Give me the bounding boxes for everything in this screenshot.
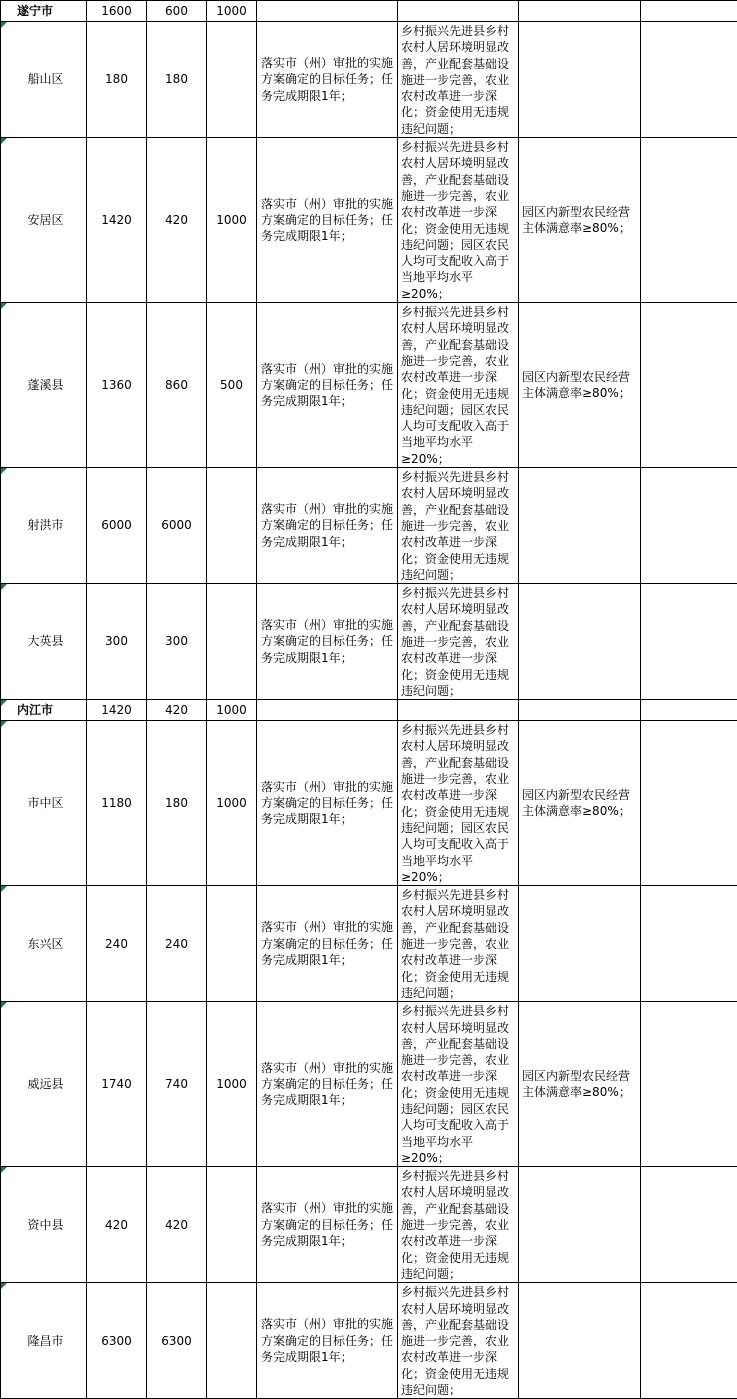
county-row[interactable] [1, 584, 737, 700]
satisfaction-cell[interactable] [519, 886, 641, 1002]
standard-cell[interactable]: 乡村振兴先进县乡村农村人居环境明显改善，产业配套基础设施进一步完善，农业农村改革进一步深化；资金使用无违规违纪问题；园区农民人均可支配收入高于当地平均水平≥20%； [398, 138, 519, 303]
funds-a-cell[interactable]: 180 [147, 721, 207, 886]
satisfaction-cell[interactable]: 园区内新型农民经营主体满意率≥80%； [519, 1002, 641, 1167]
region-name: 船山区 [27, 72, 63, 86]
standard-cell[interactable]: 乡村振兴先进县乡村农村人居环境明显改善，产业配套基础设施进一步完善，农业农村改革进一步深化；资金使用无违规违纪问题； [398, 584, 519, 700]
funds-a-cell[interactable]: 6300 [147, 1283, 207, 1399]
region-name-cell[interactable] [1, 468, 87, 584]
region-name: 射洪市 [27, 518, 63, 532]
task-cell[interactable]: 落实市（州）审批的实施方案确定的目标任务；任务完成期限1年； [257, 1002, 398, 1167]
funds-a-cell[interactable]: 420 [147, 700, 207, 721]
region-name-cell[interactable] [1, 1283, 87, 1399]
standard-cell[interactable]: 乡村振兴先进县乡村农村人居环境明显改善，产业配套基础设施进一步完善，农业农村改革进一步深化；资金使用无违规违纪问题； [398, 1283, 519, 1399]
task-cell[interactable]: 落实市（州）审批的实施方案确定的目标任务；任务完成期限1年； [257, 1167, 398, 1283]
county-row[interactable] [1, 303, 737, 468]
region-name: 市中区 [27, 796, 63, 810]
funds-a-cell[interactable]: 420 [147, 138, 207, 303]
county-row[interactable] [1, 1167, 737, 1283]
standard-cell[interactable]: 乡村振兴先进县乡村农村人居环境明显改善，产业配套基础设施进一步完善，农业农村改革进一步深化；资金使用无违规违纪问题；园区农民人均可支配收入高于当地平均水平≥20%； [398, 1002, 519, 1167]
standard-cell[interactable]: 乡村振兴先进县乡村农村人居环境明显改善，产业配套基础设施进一步完善，农业农村改革进一步深化；资金使用无违规违纪问题； [398, 22, 519, 138]
city-row[interactable] [1, 1, 737, 22]
funds-b-cell[interactable]: 1000 [207, 1002, 257, 1167]
empty-cell[interactable] [641, 303, 737, 468]
region-name-cell[interactable] [1, 886, 87, 1002]
funds-a-cell[interactable]: 740 [147, 1002, 207, 1167]
region-name-cell[interactable] [1, 22, 87, 138]
task-cell[interactable]: 落实市（州）审批的实施方案确定的目标任务；任务完成期限1年； [257, 721, 398, 886]
region-name-cell[interactable] [1, 721, 87, 886]
comment-marker-icon [1, 22, 7, 28]
standard-cell[interactable]: 乡村振兴先进县乡村农村人居环境明显改善，产业配套基础设施进一步完善，农业农村改革进一步深化；资金使用无违规违纪问题； [398, 468, 519, 584]
empty-cell[interactable] [641, 468, 737, 584]
funds-a-cell[interactable]: 180 [147, 22, 207, 138]
region-name-cell[interactable] [1, 138, 87, 303]
funds-a-cell[interactable]: 300 [147, 584, 207, 700]
task-cell[interactable]: 落实市（州）审批的实施方案确定的目标任务；任务完成期限1年； [257, 22, 398, 138]
county-row[interactable] [1, 1283, 737, 1399]
satisfaction-cell[interactable] [519, 1167, 641, 1283]
total-funds-cell[interactable]: 6300 [87, 1283, 147, 1399]
county-row[interactable] [1, 138, 737, 303]
funds-b-cell[interactable]: 1000 [207, 721, 257, 886]
comment-marker-icon [1, 1002, 7, 1008]
total-funds-cell[interactable]: 240 [87, 886, 147, 1002]
task-cell[interactable]: 落实市（州）审批的实施方案确定的目标任务；任务完成期限1年； [257, 468, 398, 584]
total-funds-cell[interactable]: 420 [87, 1167, 147, 1283]
task-cell[interactable] [257, 700, 398, 721]
funds-b-cell[interactable] [207, 468, 257, 584]
task-cell[interactable] [257, 1, 398, 22]
total-funds-cell[interactable]: 6000 [87, 468, 147, 584]
funds-b-cell[interactable]: 1000 [207, 1, 257, 22]
comment-marker-icon [1, 700, 7, 706]
total-funds-cell[interactable]: 300 [87, 584, 147, 700]
county-row[interactable] [1, 468, 737, 584]
region-name: 安居区 [27, 213, 63, 227]
empty-cell[interactable] [641, 1, 737, 22]
region-name: 威远县 [27, 1077, 63, 1091]
funds-b-cell[interactable]: 1000 [207, 138, 257, 303]
funds-a-cell[interactable]: 6000 [147, 468, 207, 584]
region-name: 大英县 [27, 634, 63, 648]
task-cell[interactable]: 落实市（州）审批的实施方案确定的目标任务；任务完成期限1年； [257, 1283, 398, 1399]
region-name-cell[interactable] [1, 1167, 87, 1283]
funds-b-cell[interactable] [207, 1283, 257, 1399]
total-funds-cell[interactable]: 1740 [87, 1002, 147, 1167]
region-name: 内江市 [17, 703, 53, 717]
comment-marker-icon [1, 1167, 7, 1173]
satisfaction-cell[interactable] [519, 1, 641, 22]
satisfaction-cell[interactable]: 园区内新型农民经营主体满意率≥80%； [519, 303, 641, 468]
standard-cell[interactable] [398, 1, 519, 22]
standard-cell[interactable]: 乡村振兴先进县乡村农村人居环境明显改善，产业配套基础设施进一步完善，农业农村改革进一步深化；资金使用无违规违纪问题； [398, 886, 519, 1002]
satisfaction-cell[interactable] [519, 1283, 641, 1399]
standard-cell[interactable]: 乡村振兴先进县乡村农村人居环境明显改善，产业配套基础设施进一步完善，农业农村改革进一步深化；资金使用无违规违纪问题； [398, 1167, 519, 1283]
empty-cell[interactable] [641, 1283, 737, 1399]
region-name: 东兴区 [27, 937, 63, 951]
task-cell[interactable]: 落实市（州）审批的实施方案确定的目标任务；任务完成期限1年； [257, 303, 398, 468]
task-cell[interactable]: 落实市（州）审批的实施方案确定的目标任务；任务完成期限1年； [257, 886, 398, 1002]
satisfaction-cell[interactable] [519, 700, 641, 721]
funds-a-cell[interactable]: 600 [147, 1, 207, 22]
standard-cell[interactable] [398, 700, 519, 721]
empty-cell[interactable] [641, 721, 737, 886]
empty-cell[interactable] [641, 138, 737, 303]
empty-cell[interactable] [641, 700, 737, 721]
region-name: 隆昌市 [27, 1334, 63, 1348]
funds-a-cell[interactable]: 240 [147, 886, 207, 1002]
funds-b-cell[interactable] [207, 886, 257, 1002]
total-funds-cell[interactable]: 180 [87, 22, 147, 138]
funds-b-cell[interactable] [207, 1167, 257, 1283]
region-name-cell[interactable]: 遂宁市 [1, 1, 87, 22]
region-name: 资中县 [27, 1218, 63, 1232]
standard-cell[interactable]: 乡村振兴先进县乡村农村人居环境明显改善，产业配套基础设施进一步完善，农业农村改革进一步深化；资金使用无违规违纪问题；园区农民人均可支配收入高于当地平均水平≥20%； [398, 303, 519, 468]
region-name-cell[interactable] [1, 303, 87, 468]
county-row[interactable] [1, 22, 737, 138]
comment-marker-icon [1, 721, 7, 727]
county-row[interactable] [1, 886, 737, 1002]
comment-marker-icon [1, 303, 7, 309]
satisfaction-cell[interactable] [519, 468, 641, 584]
total-funds-cell[interactable]: 1420 [87, 700, 147, 721]
comment-marker-icon [1, 1283, 7, 1289]
empty-cell[interactable] [641, 1002, 737, 1167]
total-funds-cell[interactable]: 1420 [87, 138, 147, 303]
city-row[interactable] [1, 700, 737, 721]
county-row[interactable] [1, 1002, 737, 1167]
task-cell[interactable]: 落实市（州）审批的实施方案确定的目标任务；任务完成期限1年； [257, 138, 398, 303]
satisfaction-cell[interactable]: 园区内新型农民经营主体满意率≥80%； [519, 721, 641, 886]
region-name: 蓬溪县 [27, 378, 63, 392]
comment-marker-icon [1, 886, 7, 892]
empty-cell[interactable] [641, 886, 737, 1002]
comment-marker-icon [1, 584, 7, 590]
empty-cell[interactable] [641, 1167, 737, 1283]
standard-cell[interactable]: 乡村振兴先进县乡村农村人居环境明显改善，产业配套基础设施进一步完善，农业农村改革进一步深化；资金使用无违规违纪问题；园区农民人均可支配收入高于当地平均水平≥20%； [398, 721, 519, 886]
total-funds-cell[interactable]: 1180 [87, 721, 147, 886]
funds-b-cell[interactable] [207, 584, 257, 700]
region-name-cell[interactable] [1, 700, 87, 721]
comment-marker-icon [1, 468, 7, 474]
funds-b-cell[interactable]: 500 [207, 303, 257, 468]
region-name-cell[interactable] [1, 584, 87, 700]
satisfaction-cell[interactable] [519, 22, 641, 138]
comment-marker-icon [1, 138, 7, 144]
empty-cell[interactable] [641, 22, 737, 138]
funds-a-cell[interactable]: 420 [147, 1167, 207, 1283]
funds-b-cell[interactable]: 1000 [207, 700, 257, 721]
task-cell[interactable]: 落实市（州）审批的实施方案确定的目标任务；任务完成期限1年； [257, 584, 398, 700]
satisfaction-cell[interactable] [519, 584, 641, 700]
empty-cell[interactable] [641, 584, 737, 700]
total-funds-cell[interactable]: 1360 [87, 303, 147, 468]
funds-b-cell[interactable] [207, 22, 257, 138]
total-funds-cell[interactable]: 1600 [87, 1, 147, 22]
county-row[interactable] [1, 721, 737, 886]
satisfaction-cell[interactable]: 园区内新型农民经营主体满意率≥80%； [519, 138, 641, 303]
region-name-cell[interactable] [1, 1002, 87, 1167]
funds-a-cell[interactable]: 860 [147, 303, 207, 468]
